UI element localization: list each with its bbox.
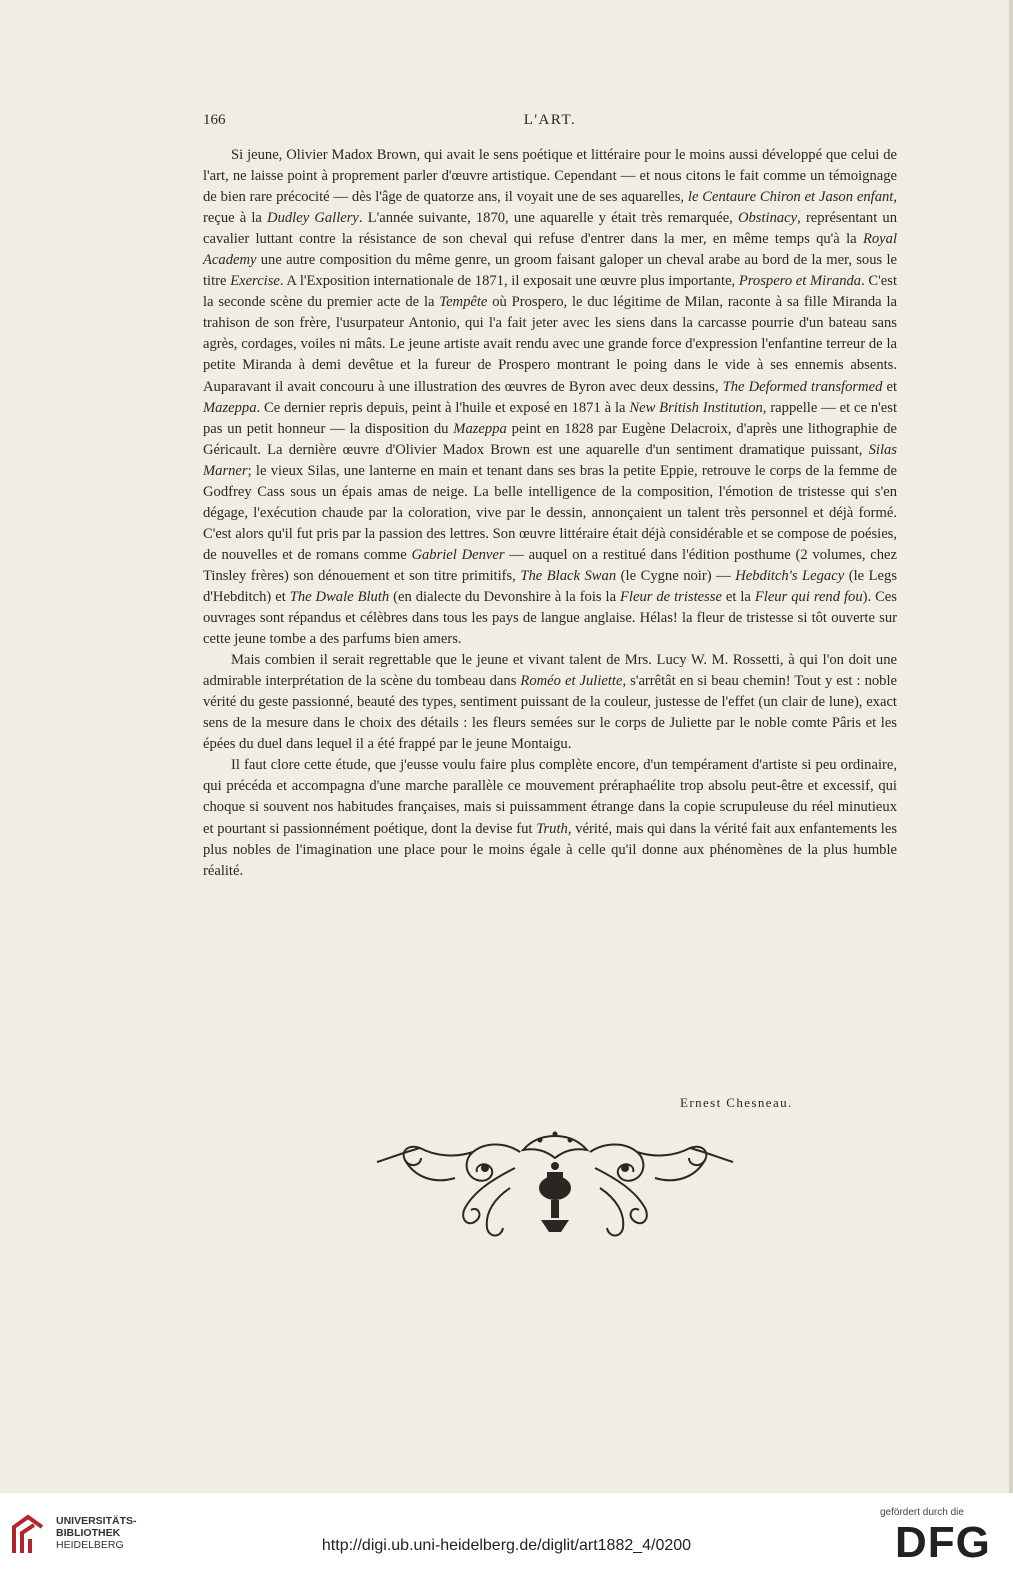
- italic-title: Mazeppa: [453, 420, 507, 437]
- funding-note: gefördert durch die: [880, 1507, 964, 1518]
- library-line-3: HEIDELBERG: [56, 1539, 124, 1551]
- italic-title: Hebditch's Legacy: [735, 567, 845, 584]
- italic-title: The Black Swan: [520, 567, 617, 584]
- italic-title: Dudley Gallery: [267, 210, 359, 227]
- signature-last-name: Chesneau.: [726, 1095, 793, 1110]
- italic-title: The Deformed transformed: [722, 378, 883, 395]
- signature-first-name: Ernest: [680, 1095, 722, 1110]
- italic-title: Mazeppa: [203, 399, 257, 416]
- italic-title: Truth: [536, 820, 568, 837]
- paragraph-2: Mais combien il serait regrettable que le jeune et vivant talent de Mrs. Lucy W. M. Rossetti, à qui l'on doit une admirable interprétation de la scène du tombeau dans Roméo et Juliette, s'arrêtât en si beau chemin! Tout y est : noble vérité du geste passionné, beauté des types, sentiment puissant de la couleur, justesse de l'effet (un clair de lune), exact sens de la mesure dans le choix des détails : les fleurs semées sur le corps de Juliette par le noble comte Pâris et les épées du duel dans lequel il a été frappé par le jeune Montaigu.: [203, 652, 897, 753]
- italic-title: Obstinacy: [737, 210, 798, 227]
- paragraph-3: Il faut clore cette étude, que j'eusse voulu faire plus complète encore, d'un tempérament d'artiste si peu ordinaire, qui précéda et accompagna d'une marche parallèle ce mouvement préraphaélite trop absolu peut-être et excessif, qui choque si souvent nos habitudes françaises, mais si puissamment étrange dans la copie scrupuleuse du réel minutieux et pourtant si passionnément poétique, dont la devise fut Truth, vérité, mais qui dans la vérité fait aux enfantements les plus nobles de l'imagination une place pour le moins égale à celle qu'il donne aux phénomènes de la plus humble réalité.: [203, 757, 898, 879]
- library-line-2: BIBLIOTHEK: [56, 1527, 121, 1539]
- permalink-url[interactable]: http://digi.ub.uni-heidelberg.de/diglit/art1882_4/0200: [321, 1537, 692, 1554]
- tailpiece-ornament-icon: [365, 1128, 745, 1248]
- italic-title: Exercise: [230, 273, 280, 290]
- italic-title: Royal Academy: [203, 231, 897, 269]
- author-signature: [680, 1095, 793, 1111]
- digitization-footer: [0, 1493, 1013, 1581]
- italic-title: Roméo et Juliette: [520, 673, 623, 690]
- page-number: 166: [203, 112, 226, 128]
- page-header: [203, 112, 897, 134]
- italic-title: Gabriel Denver: [411, 546, 505, 563]
- italic-title: The Dwale Bluth: [289, 588, 390, 605]
- dfg-logo: DFG: [895, 1518, 991, 1567]
- italic-title: Prospero et Miranda: [738, 273, 862, 290]
- italic-title: Fleur qui rend fou: [754, 588, 863, 605]
- running-title: L'ART.: [523, 112, 577, 128]
- italic-title: Fleur de tristesse: [620, 588, 722, 605]
- italic-title: Tempête: [439, 294, 488, 311]
- italic-title: Silas Marner: [203, 441, 897, 479]
- paragraph-1: Si jeune, Olivier Madox Brown, qui avait le sens poétique et littéraire pour le moins aussi développé que celui de l'art, ne laisse point à proprement parler d'œuvre artistique. Cependant — et nous citons le fait comme un témoignage de bien rare précocité — dès l'âge de quatorze ans, il voyait une de ses aquarelles, le Centaure Chiron et Jason enfant, reçue à la Dudley Gallery. L'année suivante, 1870, une aquarelle y était très remarquée, Obstinacy, représentant un cavalier luttant contre la résistance de son cheval qui refuse d'entrer dans la mer, en même temps qu'à la Royal Academy une autre composition du même genre, un groom faisant galoper un cheval arabe au bord de la mer, sous le titre Exercise. A l'Exposition internationale de 1871, il exposait une œuvre plus importante, Prospero et Miranda. C'est la seconde scène du premier acte de la Tempête où Prospero, le duc légitime de Milan, raconte à sa fille Miranda la trahison de son frère, l'usurpateur Antonio, qui l'a fait jeter avec les siens dans la carcasse pourrie d'un bateau sans agrès, cordages, voiles ni mâts. Le jeune artiste avait rendu avec une grande force d'expression l'enfantine terreur de la petite Miranda à demi devêtue et la fureur de Prospero montrant le poing dans le vide à ses ennemis absents. Auparavant il avait concouru à une illustration des œuvres de Byron avec deux dessins, The Deformed transformed et Mazeppa. Ce dernier repris depuis, peint à l'huile et exposé en 1871 à la New British Institution, rappelle — et ce n'est pas un petit honneur — la disposition du Mazeppa peint en 1828 par Eugène Delacroix, d'après une lithographie de Géricault. La dernière œuvre d'Olivier Madox Brown est une aquarelle d'un sentiment dramatique puissant, Silas Marner; le vieux Silas, une lanterne en main et tenant dans ses bras la petite Eppie, retrouve le corps de la femme de Godfrey Cass sous un épais amas de neige. La belle intelligence de la composition, l'émotion de tristesse qui s'en dégage, l'exécution chaude par la coloration, vive par le dessin, annonçaient un talent très personnel et déjà formé. C'est alors qu'il fut pris par la passion des lettres. Son œuvre littéraire était déjà considérable et se compose de poésies, de nouvelles et de romans comme Gabriel Denver — auquel on a restitué dans l'édition posthume (2 volumes, chez Tinsley frères) son dénouement et son titre primitifs, The Black Swan (le Cygne noir) — Hebditch's Legacy (le Legs d'Hebditch) et The Dwale Bluth (en dialecte du Devonshire à la fois la Fleur de tristesse et la Fleur qui rend fou). Ces ouvrages sont répandus et célèbres dans tous les pays de langue anglaise. Hélas! la fleur de tristesse si tôt ouverte sur cette jeune tombe a des parfums bien amers.: [203, 147, 898, 648]
- italic-title: le Centaure Chiron et Jason enfant: [687, 189, 894, 206]
- library-line-1: UNIVERSITÄTS-: [56, 1515, 137, 1527]
- italic-title: New British Institution: [629, 399, 763, 416]
- article-body: [203, 145, 897, 882]
